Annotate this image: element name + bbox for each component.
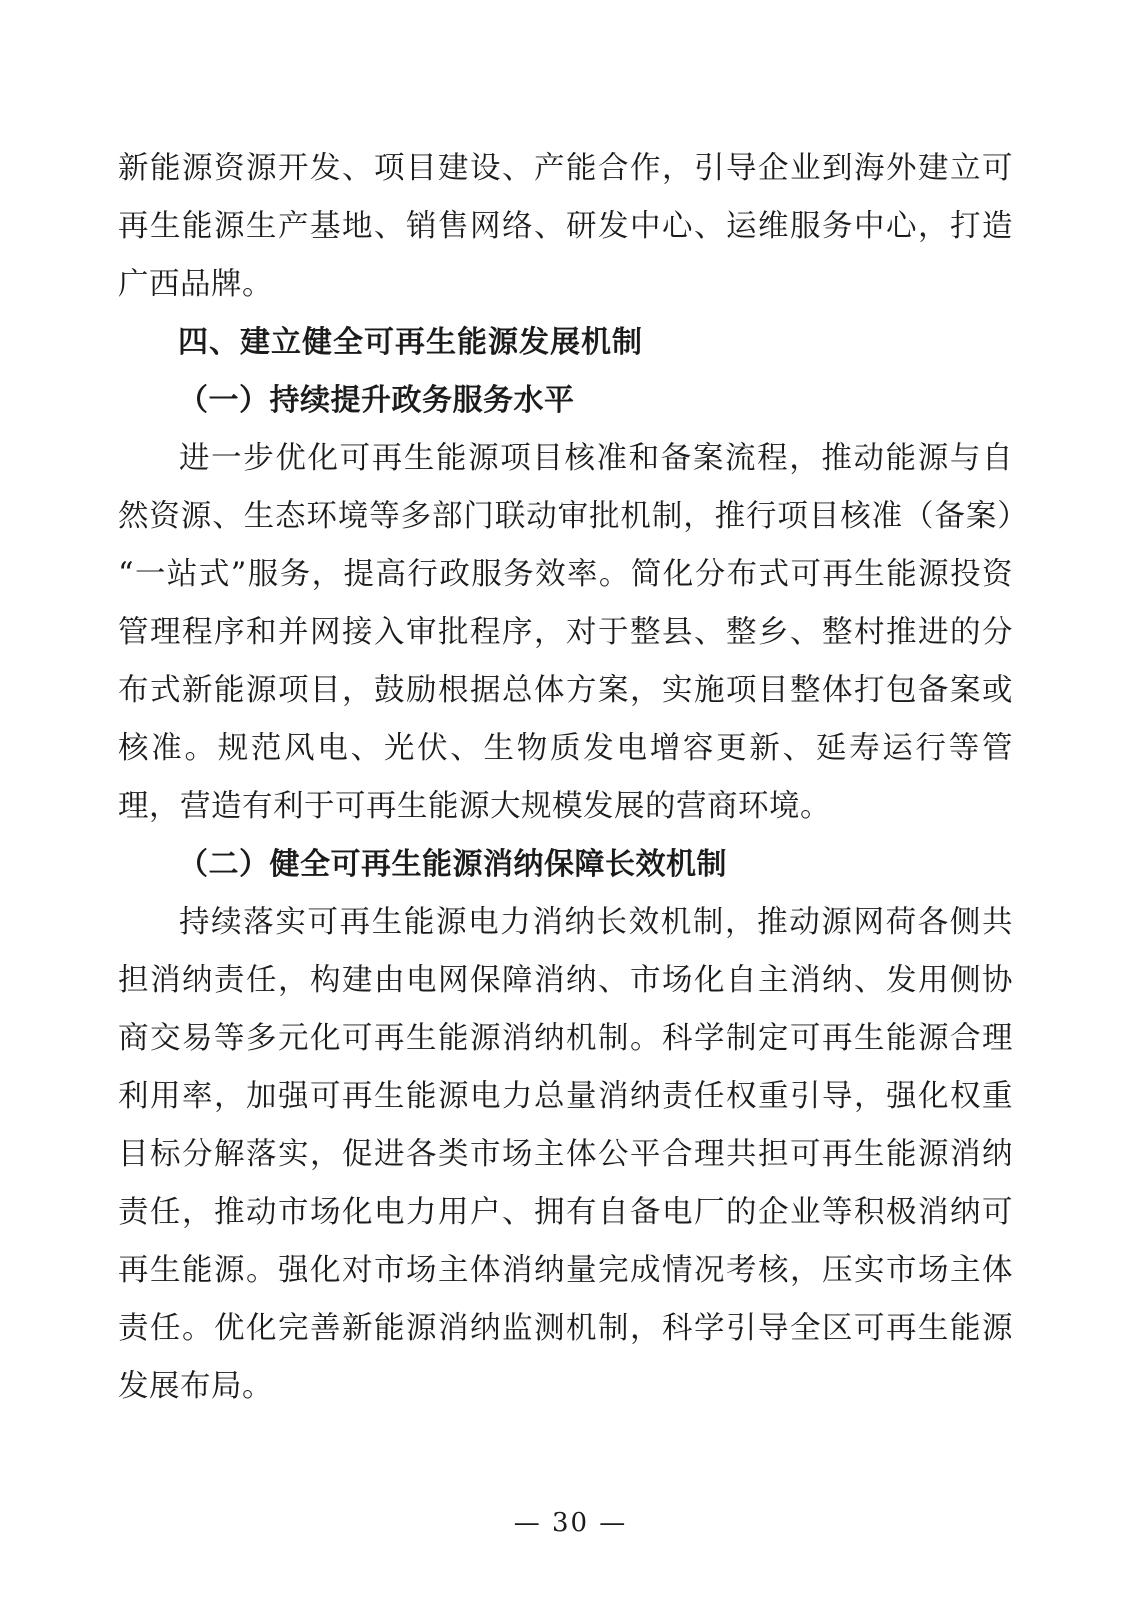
paragraph-continued: 新能源资源开发、项目建设、产能合作，引导企业到海外建立可再生能源生产基地、销售网络、研发中心、运维服务中心，打造广西品牌。 bbox=[118, 151, 1013, 302]
section-heading-four: 四、建立健全可再生能源发展机制 bbox=[178, 325, 643, 360]
paragraph-subsection-two: 持续落实可再生能源电力消纳长效机制，推动源网荷各侧共担消纳责任，构建由电网保障消纳、市场化自主消纳、发用侧协商交易等多元化可再生能源消纳机制。科学制定可再生能源合理利用率，加强可再生能源电力总量消纳责任权重引导，强化权重目标分解落实，促进各类市场主体公平合理共担可再生能源消纳责任，推动市场化电力用户、拥有自备电厂的企业等积极消纳可再生能源。强化对市场主体消纳量完成情况考核，压实市场主体责任。优化完善新能源消纳监测机制，科学引导全区可再生能源发展布局。 bbox=[118, 905, 1013, 1404]
subsection-heading-one: （一）持续提升政务服务水平 bbox=[178, 383, 575, 418]
subsection-heading-two: （二）健全可再生能源消纳保障长效机制 bbox=[178, 847, 727, 882]
paragraph-subsection-one: 进一步优化可再生能源项目核准和备案流程，推动能源与自然资源、生态环境等多部门联动审批机制，推行项目核准（备案）“一站式”服务，提高行政服务效率。简化分布式可再生能源投资管理程序和并网接入审批程序，对于整县、整乡、整村推进的分布式新能源项目，鼓励根据总体方案，实施项目整体打包备案或核准。规范风电、光伏、生物质发电增容更新、延寿运行等管理，营造有利于可再生能源大规模发展的营商环境。 bbox=[118, 441, 1013, 824]
page-content bbox=[118, 140, 1013, 1416]
page-number: — 30 — bbox=[513, 1508, 628, 1538]
